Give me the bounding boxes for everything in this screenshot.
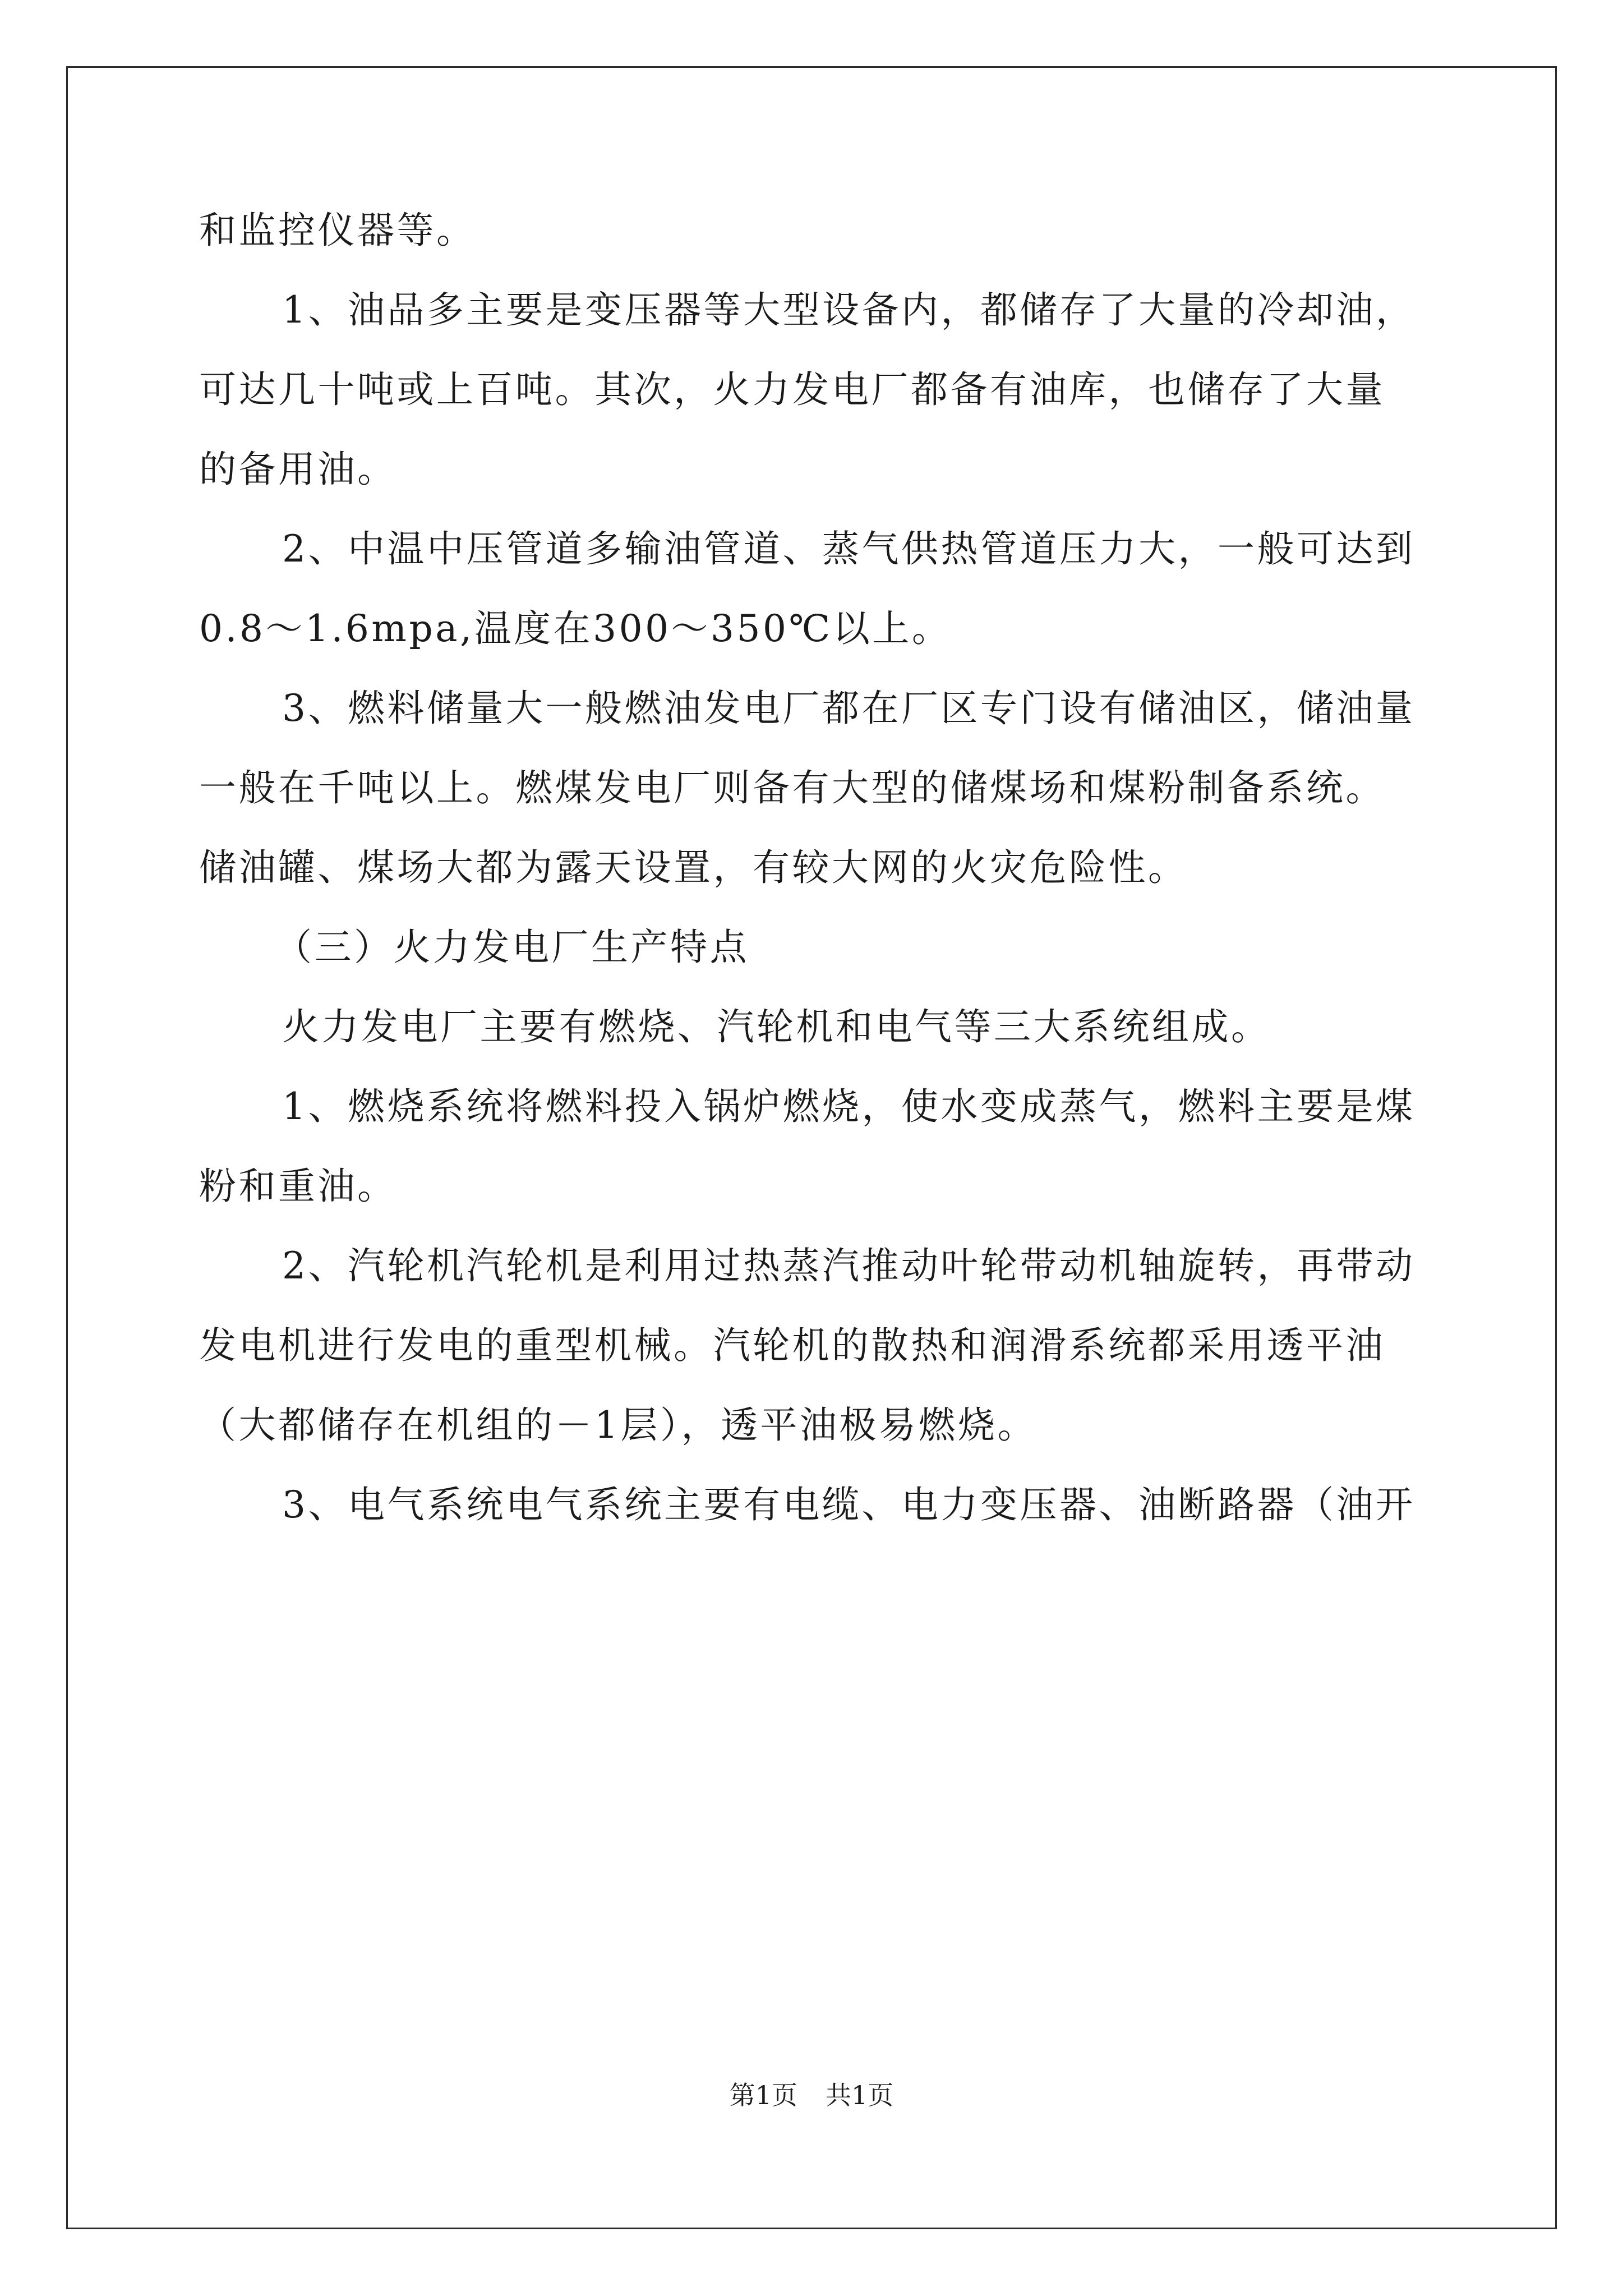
text-line: 1、燃烧系统将燃料投入锅炉燃烧，使水变成蒸气，燃料主要是煤 — [282, 1085, 1415, 1128]
text-line: 储油罐、煤场大都为露天设置，有较大网的火灾危险性。 — [199, 846, 1188, 889]
text-line: 火力发电厂主要有燃烧、汽轮机和电气等三大系统组成。 — [282, 1005, 1271, 1048]
page-footer — [0, 2078, 1623, 2112]
text-line: 可达几十吨或上百吨。其次，火力发电厂都备有油库，也储存了大量 — [199, 368, 1385, 411]
text-line: 一般在千吨以上。燃煤发电厂则备有大型的储煤场和煤粉制备系统。 — [199, 766, 1385, 809]
page-number: 第1页 — [729, 2080, 797, 2110]
section-heading: （三）火力发电厂生产特点 — [275, 926, 749, 969]
document-body — [199, 191, 1427, 1545]
text-line: 3、电气系统电气系统主要有电缆、电力变压器、油断路器（油开 — [282, 1483, 1415, 1526]
text-line: 粉和重油。 — [199, 1165, 397, 1208]
page-total: 共1页 — [826, 2080, 894, 2110]
text-line: 发电机进行发电的重型机械。汽轮机的散热和润滑系统都采用透平油 — [199, 1324, 1385, 1367]
text-line: 和监控仪器等。 — [199, 209, 476, 252]
text-line: （大都储存在机组的－1层），透平油极易燃烧。 — [199, 1404, 1037, 1447]
text-line: 3、燃料储量大一般燃油发电厂都在厂区专门设有储油区，储油量 — [282, 687, 1415, 730]
text-line: 2、汽轮机汽轮机是利用过热蒸汽推动叶轮带动机轴旋转，再带动 — [282, 1244, 1415, 1287]
text-line: 2、中温中压管道多输油管道、蒸气供热管道压力大，一般可达到 — [282, 527, 1415, 570]
text-line: 0.8～1.6mpa,温度在300～350℃以上。 — [199, 607, 952, 650]
text-line: 1、油品多主要是变压器等大型设备内，都储存了大量的冷却油， — [282, 288, 1415, 332]
text-line: 的备用油。 — [199, 448, 397, 491]
